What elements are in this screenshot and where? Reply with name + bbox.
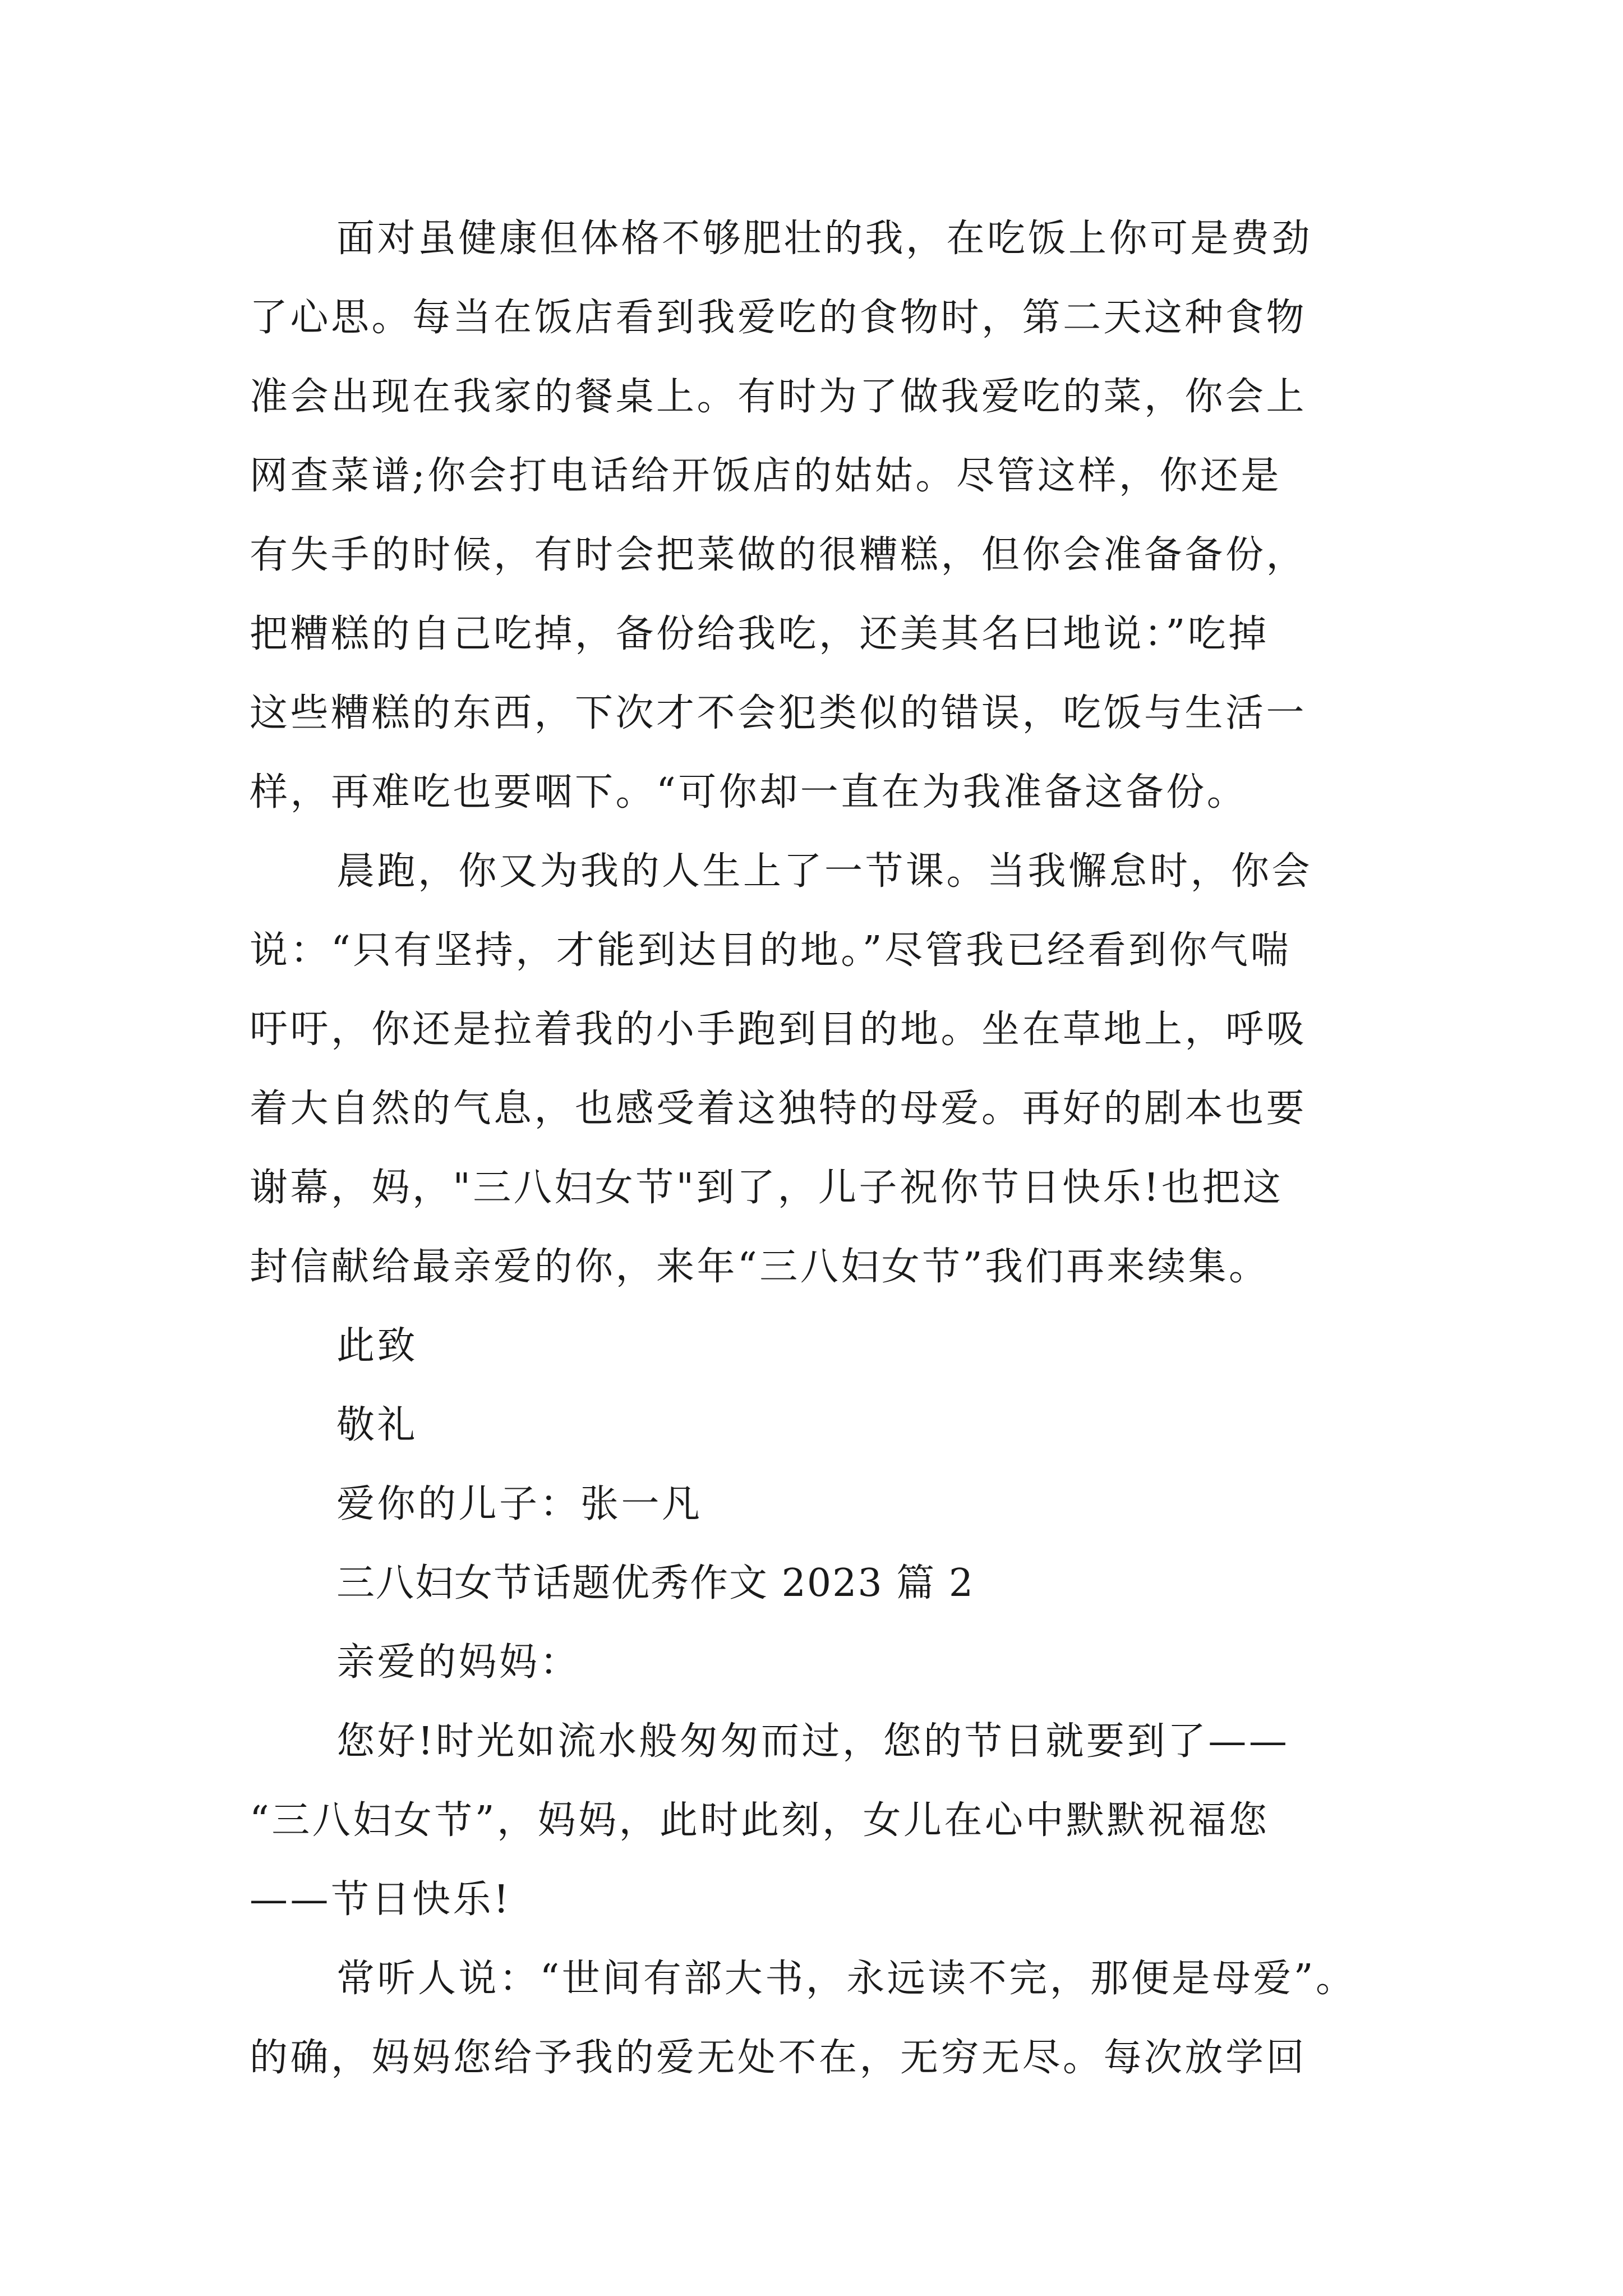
paragraph-line: 有失手的时候，有时会把菜做的很糟糕，但你会准备备份， (250, 533, 1307, 577)
paragraph-line: ——节日快乐! (250, 1878, 511, 1922)
paragraph-line: “三八妇女节”，妈妈，此时此刻，女儿在心中默默祝福您 (250, 1798, 1270, 1843)
salutation-line: 亲爱的妈妈： (336, 1640, 581, 1685)
paragraph-line: 封信献给最亲爱的你，来年“三八妇女节”我们再来续集。 (250, 1245, 1270, 1289)
signature-line: 爱你的儿子：张一凡 (336, 1482, 703, 1526)
paragraph-line: 晨跑，你又为我的人生上了一节课。当我懈怠时，你会 (336, 849, 1313, 894)
paragraph-line: 这些糟糕的东西，下次才不会犯类似的错误，吃饭与生活一 (250, 691, 1307, 735)
paragraph-line: 常听人说：“世间有部大书，永远读不完，那便是母爱”。 (336, 1957, 1357, 2001)
paragraph-line: 了心思。每当在饭店看到我爱吃的食物时，第二天这种食物 (250, 296, 1307, 340)
paragraph-line: 样，再难吃也要咽下。“可你却一直在为我准备这备份。 (250, 770, 1248, 815)
paragraph-line: 说：“只有坚持，才能到达目的地。”尽管我已经看到你气喘 (250, 928, 1292, 973)
paragraph-line: 网查菜谱;你会打电话给开饭店的姑姑。尽管这样，你还是 (250, 454, 1281, 498)
paragraph-line: 您好!时光如流水般匆匆而过，您的节日就要到了—— (336, 1719, 1290, 1764)
paragraph-line: 面对虽健康但体格不够肥壮的我，在吃饭上你可是费劲 (336, 217, 1313, 261)
paragraph-line: 谢幕，妈，"三八妇女节"到了，儿子祝你节日快乐!也把这 (250, 1166, 1284, 1210)
paragraph-line: 的确，妈妈您给予我的爱无处不在，无穷无尽。每次放学回 (250, 2036, 1307, 2080)
closing-line: 此致 (336, 1324, 418, 1368)
paragraph-line: 着大自然的气息，也感受着这独特的母爱。再好的剧本也要 (250, 1087, 1307, 1131)
section-heading: 三八妇女节话题优秀作文 2023 篇 2 (336, 1561, 975, 1605)
paragraph-line: 吁吁，你还是拉着我的小手跑到目的地。坐在草地上，呼吸 (250, 1007, 1307, 1052)
paragraph-line: 准会出现在我家的餐桌上。有时为了做我爱吃的菜，你会上 (250, 375, 1307, 419)
paragraph-line: 把糟糕的自己吃掉，备份给我吃，还美其名曰地说：”吃掉 (250, 612, 1269, 656)
closing-line: 敬礼 (336, 1403, 418, 1447)
